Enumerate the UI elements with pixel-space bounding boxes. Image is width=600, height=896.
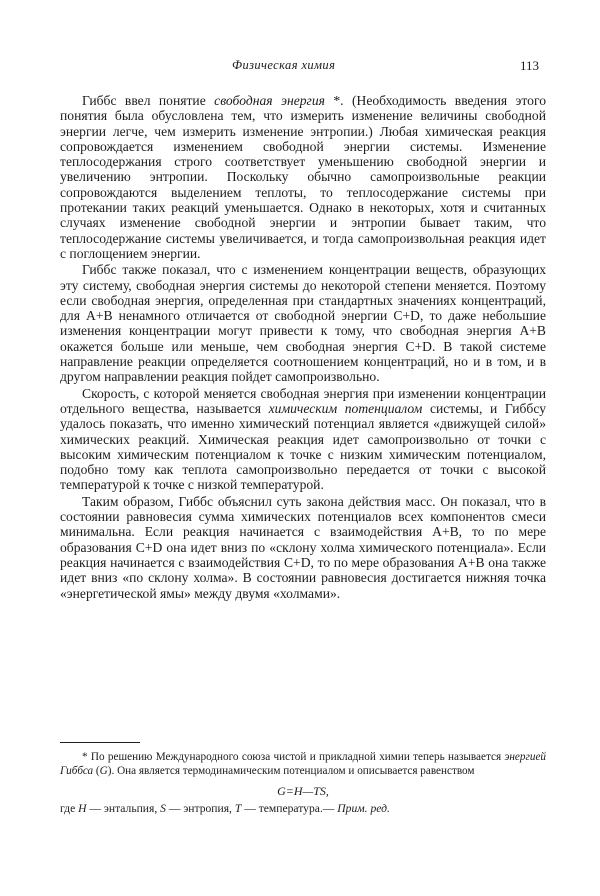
footnote [60, 750, 546, 817]
footnote-symbol: H [78, 802, 87, 816]
paragraph-1-text-2: *. (Необходимость введения этого понятия была обусловлена тем, что измерить изменение величины свободной энергии легче, чем измерить изменение энтропии.) Любая химическая реакция сопровождается изменением свободной энергии системы. Изменение теплосодержания строго соответствует уменьшению свободной энергии и увеличению энтропии. Поскольку обычно самопроизвольные реакции сопровождаются выделением теплоты, то теплосодержание системы при протекании таких реакций уменьшается. Однако в некоторых, хотя и считанных случаях изменение свободной энергии и энтропии бывает таким, что теплосодержание системы увеличивается, и тогда самопроизвольная реакция идет с поглощением энергии. [60, 93, 546, 261]
running-title: Физическая химия [232, 58, 336, 72]
footnote-text: ( [93, 765, 100, 778]
main-text [60, 93, 546, 601]
footnote-text: — энтропия, [165, 802, 235, 816]
footnote-text: где [60, 802, 79, 816]
footnote-symbol: T [234, 802, 242, 816]
paragraph-4-text: Таким образом, Гиббс объяснил суть закона действия масс. Он показал, что в состоянии равновесия сумма химических потенциалов всех компонентов смеси минимальна. Если реакция начинается с взаимодействия A+B, то по мере образования C+D она идет вниз по «склону холма химического потенциала». Если реакция начинается с взаимодействия C+D, то по мере образования A+B она также идет вниз «по склону холма». В состоянии равновесия достигается нижняя точка «энергетической ямы» между двумя «холмами». [60, 493, 546, 601]
page-number: 113 [520, 58, 540, 73]
paragraph [60, 494, 546, 601]
paragraph-1-text-1: Гиббс ввел понятие [82, 93, 215, 108]
footnote-text: — энтальпия, [86, 802, 161, 816]
footnote-lead [60, 750, 546, 779]
paragraph [60, 386, 546, 493]
footnote-term: энергией Гиббса [60, 751, 546, 778]
paragraph-3-text-2: системы, и Гиббсу удалось показать, что именно химический потенциал является «движущей силой» химических реакций. Химическая реакция идет самопроизвольно от точки с высоким химическим потенциалом к точке с низким химическим потенциалом, подобно тому как теплота самопроизвольно передается от точки с высокой температурой к точке с низкой температурой. [60, 400, 547, 493]
term-chemical-potential: химическим потенциалом [268, 400, 423, 416]
paragraph [60, 262, 546, 384]
footnote-text: * По решению Международного союза чистой и прикладной химии теперь называется [82, 751, 505, 763]
paragraph [60, 93, 546, 261]
editor-note: Прим. ред. [337, 802, 390, 816]
paragraph-3-text-1: Скорость, с которой меняется свободная энергия при изменении концентрации отдельного вещества, называется [60, 385, 546, 416]
gibbs-formula: G=H—TS, [277, 783, 329, 798]
footnote-symbol: S [160, 802, 166, 816]
running-header [0, 58, 600, 76]
paragraph-2-text: Гиббс также показал, что с изменением концентрации веществ, образующих эту систему, свободная энергия системы до некоторой степени меняется. Поэтому если свободная энергия, определенная при стандартных значениях концентраций, для A+B ненамного отличается от свободной энергии C+D, то даже небольшие изменения концентрации могут привести к тому, что свободная энергия A+B окажется больше или меньше, чем свободная энергия C+D. В такой системе направление реакции определяется соотношением концентраций, но и в том, и в другом направлении реакция пойдет самопроизвольно. [60, 262, 546, 385]
footnote-text: ). Она является термодинамическим потенциалом и описывается равенством [107, 765, 475, 778]
footnote-tail [60, 802, 546, 816]
footnote-text: — температура.— [241, 802, 338, 816]
term-free-energy: свободная энергия [214, 93, 325, 108]
footnote-divider [60, 742, 140, 743]
footnote-symbol: G [99, 765, 108, 778]
